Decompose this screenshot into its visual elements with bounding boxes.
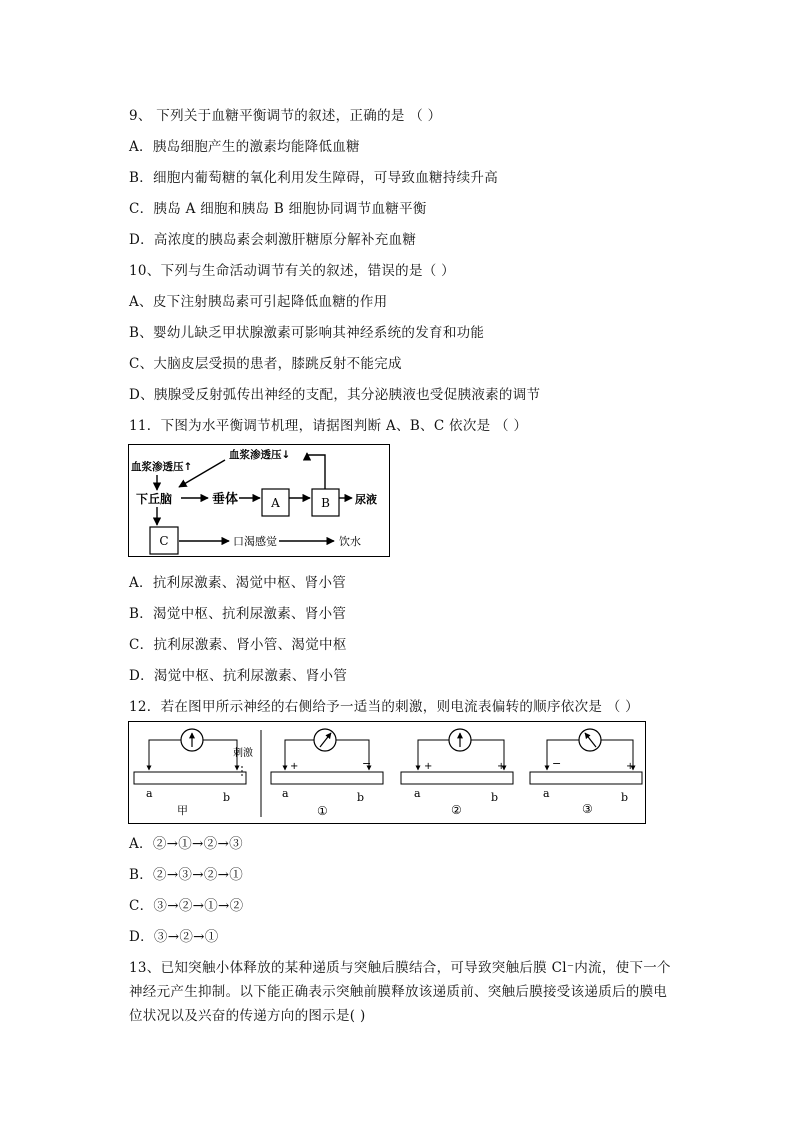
q10-stem: 10、下列与生命活动调节有关的叙述，错误的是（ ） (129, 263, 455, 279)
panel2-b-label: b (491, 791, 499, 804)
q11-option-d: D．渴觉中枢、抗利尿激素、肾小管 (129, 668, 348, 684)
q12-option-c: C．③→②→①→② (129, 898, 244, 914)
box-b-label: B (321, 496, 330, 510)
panel2-plus-left: + (424, 761, 433, 772)
q11-option-c: C．抗利尿激素、肾小管、渴觉中枢 (129, 637, 347, 653)
q12-stem: 12．若在图甲所示神经的右侧给予一适当的刺激，则电流表偏转的顺序依次是 （ ） (129, 699, 639, 715)
plasma-down-label: 血浆渗透压↓ (229, 449, 291, 461)
q10-option-a: A、皮下注射胰岛素可引起降低血糖的作用 (129, 294, 388, 310)
panel2-a-label: a (414, 787, 421, 800)
water-balance-diagram (128, 444, 390, 557)
q13-line-3: 位状况以及兴奋的传递方向的图示是( ) (129, 1008, 366, 1024)
q12-option-d: D．③→②→① (129, 929, 219, 945)
jia-a-label: a (146, 787, 153, 800)
panel-label-jia: 甲 (177, 804, 188, 817)
nerve-1 (271, 772, 383, 784)
nerve-3 (530, 772, 642, 784)
panel-2 (401, 729, 513, 817)
q9-option-a: A．胰岛细胞产生的激素均能降低血糖 (129, 139, 360, 155)
q10-option-d: D、胰腺受反射弧传出神经的支配，其分泌胰液也受促胰液素的调节 (129, 387, 541, 403)
nerve-jia (134, 772, 246, 784)
panel-1 (271, 729, 383, 818)
drink-label: 饮水 (339, 535, 361, 548)
panel2-plus-right: + (497, 761, 506, 772)
nerve-2 (401, 772, 513, 784)
panel3-plus: + (626, 761, 635, 772)
plasma-up-label: 血浆渗透压↑ (131, 461, 193, 473)
q12-option-a: A．②→①→②→③ (129, 836, 243, 852)
panel1-minus: − (362, 757, 372, 770)
panel-label-1: ① (317, 804, 328, 818)
q11-stem: 11．下图为水平衡调节机理，请据图判断 A、B、C 依次是 （ ） (129, 418, 528, 434)
galvanometer-svg (129, 722, 645, 823)
panel1-plus: + (290, 761, 299, 772)
panel-3 (530, 729, 642, 816)
jia-b-label: b (223, 791, 231, 804)
urine-label: 尿液 (355, 493, 377, 506)
q10-option-b: B、婴幼儿缺乏甲状腺激素可影响其神经系统的发育和功能 (129, 325, 485, 341)
box-c-label: C (159, 534, 169, 548)
q12-option-b: B．②→③→②→① (129, 867, 244, 883)
panel-jia (134, 729, 253, 817)
q13-line-1: 13、已知突触小体释放的某种递质与突触后膜结合，可导致突触后膜 Cl⁻内流，使下一个 (129, 960, 671, 976)
q10-option-c: C、大脑皮层受损的患者，膝跳反射不能完成 (129, 356, 402, 372)
panel3-minus: − (552, 757, 562, 770)
q9-stem: 9、 下列关于血糖平衡调节的叙述，正确的是 （ ） (129, 108, 442, 124)
panel-label-2: ② (451, 803, 462, 817)
q11-option-b: B．渴觉中枢、抗利尿激素、肾小管 (129, 606, 347, 622)
box-a-label: A (271, 496, 280, 510)
stimulus-label: 刺激 (233, 748, 253, 759)
water-balance-svg (129, 445, 389, 556)
q9-option-b: B．细胞内葡萄糖的氧化利用发生障碍，可导致血糖持续升高 (129, 170, 499, 186)
q9-option-c: C．胰岛 A 细胞和胰岛 B 细胞协同调节血糖平衡 (129, 201, 427, 217)
q13-line-2: 神经元产生抑制。以下能正确表示突触前膜释放该递质前、突触后膜接受该递质后的膜电 (129, 984, 668, 1000)
q11-option-a: A．抗利尿激素、渴觉中枢、肾小管 (129, 575, 347, 591)
q9-option-d: D．高浓度的胰岛素会刺激肝糖原分解补充血糖 (129, 232, 417, 248)
panel1-b-label: b (357, 791, 365, 804)
panel1-a-label: a (282, 787, 289, 800)
arrow-b-feedback (307, 453, 325, 489)
galvanometer-diagram (128, 721, 646, 824)
pituitary-label: 垂体 (212, 492, 239, 507)
thirst-label: 口渴感觉 (233, 535, 277, 548)
panel-label-3: ③ (582, 802, 593, 816)
hypothalamus-label: 下丘脑 (136, 492, 173, 506)
panel3-a-label: a (543, 787, 550, 800)
panel3-b-label: b (621, 791, 629, 804)
